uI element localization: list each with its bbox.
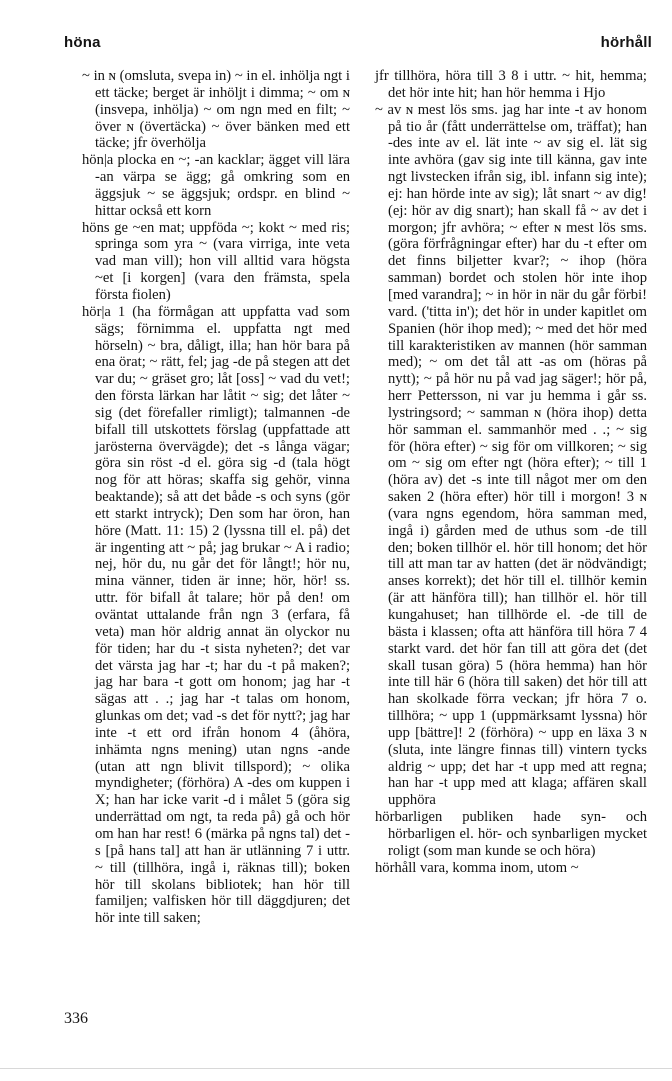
running-head-left: höna — [64, 34, 101, 51]
entry-hörhåll: hörhåll vara, komma inom, utom ~ — [375, 859, 579, 876]
left-column — [82, 68, 350, 927]
bottom-divider — [0, 1068, 672, 1069]
page-number: 336 — [64, 1010, 88, 1027]
entry-hörbarligen: hörbarligen publiken hade syn- och hörbarligen el. hör- och synbarligen mycket roligt (som man kunde se och höra) — [375, 809, 647, 859]
entry-höns: höns ge ~en mat; uppföda ~; kokt ~ med ris; springa som yra ~ (vara virriga, inte veta vad man vill); hon vill alltid vara högsta ~et [i korgen] (vara den främsta, spela första fiolen) — [82, 219, 350, 303]
running-head-right: hörhåll — [600, 34, 652, 51]
entry-höra-particles: ~ av ɴ mest lös sms. jag har inte -t av honom på tio år (fått underrättelse om, träffat); han -des inte av el. lät inte ~ av sig el. lät sig inte avhöra (gav sig inte till känna, gav inte ngt livstecken ifrån sig, ibl. infann sig inte); ej: han hörde inte av sig); låt snart ~ av dig! (ej: hör av dig snart); han skall få ~ av det i morgon; jfr avhöra; ~ efter ɴ mest lös sms. (göra förfrågningar efter) har du -t efter om det finns biljetter kvar?; ~ ihop (höra samman) bordet och stolen hör inte ihop [med varandra]; ~ in hör in när du går förbi! vard. ('titta in'); det hör in under kapitlet om Spanien (hör ihop med); ~ med det hör med till karakteristiken av mannen (hör samman med); ~ om det tål att -as om (höras på nytt); ~ på hör nu på vad jag säger!; hör på, herr Pettersson, ni var ju hemma i går ss. lystringsord; ~ samman ɴ (höra ihop) detta hör samman el. sammanhör med . .; ~ sig för (höra efter) ~ sig för om villkoren; ~ sig om ~ sig om efter ngt (höra efter); ~ till 1 (höra av) det -s inte till något mer om den saken 2 (höra efter) hör till i morgon! 3 ɴ (vara ngns egendom, höra samman med, ingå i) gården med de uthus som -de till den; boken tillhör el. hör till honom; det hör till att man tar av hatten (det är nödvändigt; anses korrekt); det hör till el. tillhör kemin (är att hänföra till); han tillhör el. hör till kungahuset; han tillhörde el. -de till de bästa i klassen; ofta att hänföra till höra 7 4 starkt vard. det hör fan till att göra det (det skall tusan göra) 5 (höra hemma) han hör inte till här 6 (höra till saken) det hör till att han skolkade förra veckan; jfr höra 7 o. tillhöra; ~ upp 1 (uppmärksamt lyssna) hör upp [bättre]! 2 (förhöra) ~ upp en läxa 3 ɴ (sluta, inte längre finnas till) vintern tycks aldrig ~ upp; det har -t upp med att regna; han har -t upp med att klaga; affären skall upphöra — [375, 101, 647, 809]
entry-hölja-compounds: ~ in ɴ (omsluta, svepa in) ~ in el. inhölja ngt i ett täcke; berget är inhöljt i dimma; ~ om ɴ (insvepa, inhölja) ~ om ngn med en filt; ~ över ɴ (övertäcka) ~ över bänken med ett täcke; jfr överhölja — [82, 68, 350, 152]
entry-höra: hör|a 1 (ha förmågan att uppfatta vad som sägs; förnimma el. uppfatta ngt med hörseln) ~ bra, dåligt, illa; han hör bara på ena örat; ~ rätt, fel; jag -de på stegen att det var du; ~ gräset gro; låt [oss] ~ vad du vet!; den första lärkan har låtit ~ sig; det låter ~ sig (det förefaller rimligt); talmannen -de bifall till utskottets förslag (uppfattade att jarösterna övervägde); det -s långa vägar; göra sin röst -d el. göra sig -d (tala högt nog för att höras; skaffa sig gehör, vinna beaktande); så att det både -s och syns (gör ett starkt intryck); Den som har öron, han höre (Matt. 11: 15) 2 (lyssna till el. på) det är ingenting att ~ på; jag brukar ~ A i radio; nej, hör du, nu går det för långt!; hör nu, mina vänner, tiden är inne; hör, hör! ss. uttr. för bifall åt talare; hör på den! om oväntat uttalande från ngn 3 (erfara, få veta) man hör aldrig annat än olyckor nu för tiden; har du -t sista nyheten?; det var det värsta jag har -t; har du -t på maken?; jag har bara -t gott om honom; jag har -t sägas att . .; jag har -t talas om honom, glunkas om det; vad -s det för nytt?; jag har inte -t ett ord ifrån honom 4 (åhöra, inhämta ngns mening) utan ngns -ande (utan att ngn blivit tillspord); ~ olika myndigheter; (förhöra) A -des om kuppen i X; han har icke varit -d i målet 5 (göra sig underrättad om ngt, ta reda på) gå och hör om han har rest! 6 (märka på ngns tal) det -s [på hans tal] att han är utlänning 7 i uttr. ~ till (tillhöra, ingå i, räknas till); boken hör till skolans bibliotek; han hör till familjen; valfisken hör till däggdjuren; det hör inte till saken; — [82, 303, 350, 927]
right-column — [375, 68, 647, 877]
entry-höna: hön|a plocka en ~; -an kacklar; ägget vill lära -an värpa se ägg; gå omkring som en äggsjuk ~ se äggsjuk; ordspr. en blind ~ hittar också ett korn — [82, 152, 350, 219]
entry-höra-continued: jfr tillhöra, höra till 3 8 i uttr. ~ hit, hemma; det hör inte hit; han hör hemma i Hjo — [375, 68, 647, 101]
